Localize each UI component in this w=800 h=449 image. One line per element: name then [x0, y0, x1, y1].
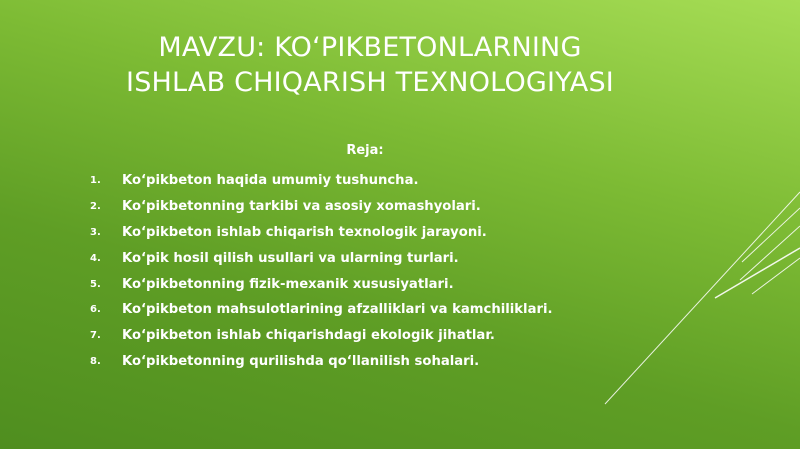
- slide-title: [60, 30, 680, 100]
- decorative-line: [605, 192, 800, 404]
- plan-list: [90, 168, 553, 374]
- plan-item: [90, 168, 553, 194]
- plan-item-number: 7.: [90, 330, 101, 342]
- decorative-line: [715, 248, 800, 298]
- plan-item-number: 2.: [90, 201, 101, 213]
- decorative-line: [742, 208, 800, 262]
- plan-item-number: 8.: [90, 355, 101, 367]
- plan-item: [90, 271, 553, 297]
- decorative-line: [740, 226, 800, 280]
- plan-item-text: Ko‘pikbeton mahsulotlarining afzalliklari va kamchiliklari.: [122, 302, 553, 318]
- slide-title-line-2: ISHLAB CHIQARISH TEXNOLOGIYASI: [126, 67, 614, 98]
- plan-item: [90, 349, 553, 375]
- plan-item-number: 4.: [90, 252, 101, 264]
- decorative-line: [752, 258, 800, 294]
- plan-item: [90, 323, 553, 349]
- plan-heading: Reja:: [346, 143, 384, 158]
- plan-item-number: 1.: [90, 175, 101, 187]
- plan-item-text: Ko‘pikbeton ishlab chiqarish texnologik jarayoni.: [122, 224, 487, 240]
- plan-item-text: Ko‘pikbetonning fizik-mexanik xususiyatlari.: [122, 276, 454, 292]
- plan-item: [90, 245, 553, 271]
- plan-item-text: Ko‘pikbetonning tarkibi va asosiy xomashyolari.: [122, 199, 481, 215]
- plan-item-number: 6.: [90, 304, 101, 316]
- plan-item: [90, 297, 553, 323]
- plan-item-text: Ko‘pikbeton ishlab chiqarishdagi ekologik jihatlar.: [122, 328, 495, 344]
- plan-item-text: Ko‘pikbetonning qurilishda qo‘llanilish sohalari.: [122, 353, 480, 369]
- plan-item-text: Ko‘pik hosil qilish usullari va ularning turlari.: [122, 250, 459, 266]
- plan-item: [90, 194, 553, 220]
- plan-item-number: 3.: [90, 226, 101, 238]
- plan-item-number: 5.: [90, 278, 101, 290]
- plan-item-text: Ko‘pikbeton haqida umumiy tushuncha.: [122, 173, 419, 189]
- slide-title-line-1: MAVZU: KO‘PIKBETONLARNING: [158, 32, 582, 63]
- plan-item: [90, 220, 553, 246]
